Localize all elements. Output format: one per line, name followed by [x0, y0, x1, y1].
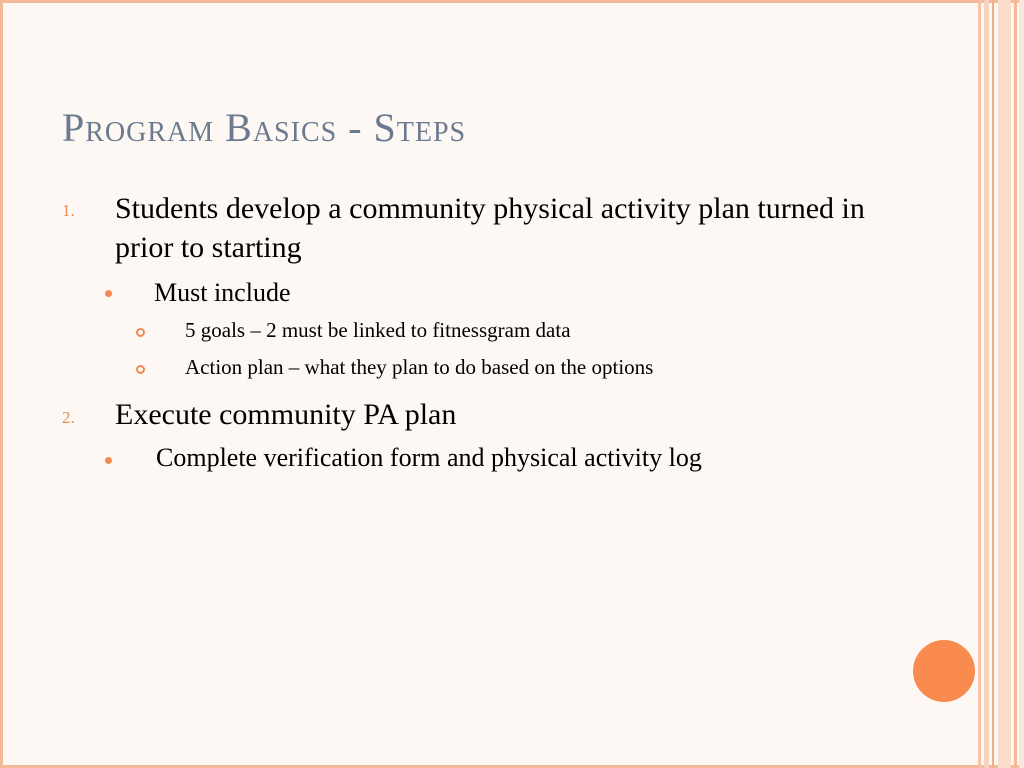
sub-item-verification: Complete verification form and physical activity log — [156, 443, 702, 472]
list-item-2-text: Execute community PA plan — [115, 398, 457, 431]
ring-bullet-icon — [136, 328, 145, 337]
slide-title: Program Basics - Steps — [62, 105, 467, 150]
list-item-1-text: Students develop a community physical activity plan turned in prior to starting — [115, 192, 865, 264]
sub-sub-item-goals: 5 goals – 2 must be linked to fitnessgram data — [185, 318, 571, 342]
bullet-icon — [105, 290, 112, 297]
ring-bullet-icon — [136, 365, 145, 374]
sub-sub-item-action-plan: Action plan – what they plan to do based on the options — [185, 355, 654, 379]
sub-item-must-include: Must include — [154, 278, 291, 307]
list-number-1: 1. — [62, 201, 75, 220]
bullet-icon — [105, 457, 112, 464]
list-number-2: 2. — [62, 408, 75, 427]
